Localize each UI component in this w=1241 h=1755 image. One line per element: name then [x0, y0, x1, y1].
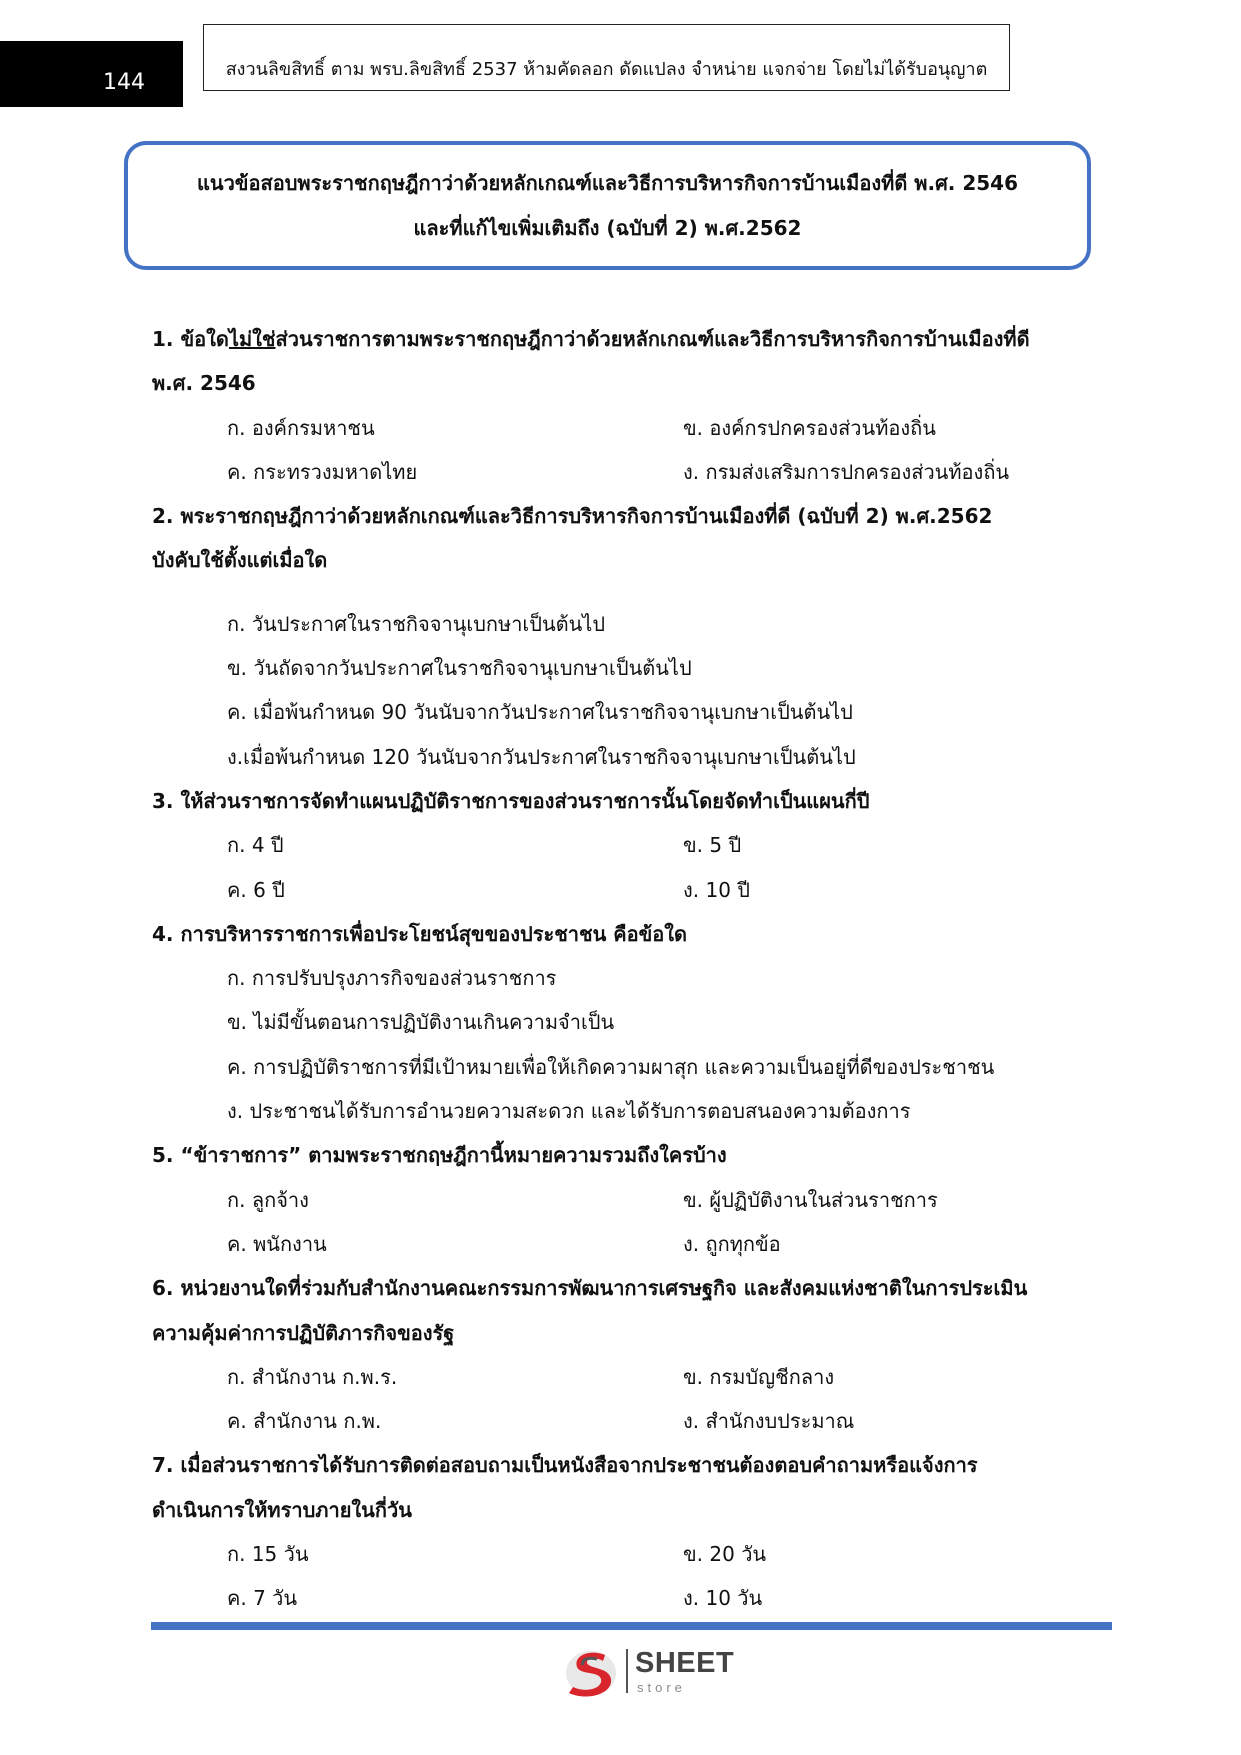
page-number: 144 [0, 41, 183, 107]
question-1-option-d: ง. กรมส่งเสริมการปกครองส่วนท้องถิ่น [683, 459, 1010, 484]
question-1-line-2: พ.ศ. 2546 [152, 371, 256, 396]
question-5-option-c: ค. พนักงาน [227, 1231, 327, 1256]
question-7-option-b: ข. 20 วัน [683, 1542, 767, 1567]
question-3-option-d: ง. 10 ปี [683, 877, 750, 902]
question-7-line-1: 7. เมื่อส่วนราชการได้รับการติดต่อสอบถามเป็นหนังสือจากประชาชนต้องตอบคำถามหรือแจ้งการ [152, 1453, 978, 1478]
question-3-options-row-1 [0, 823, 1241, 867]
logo-divider [626, 1649, 628, 1693]
question-2-option-d-row [0, 735, 1241, 779]
question-4-line-1: 4. การบริหารราชการเพื่อประโยชน์สุขของประชาชน คือข้อใด [152, 921, 688, 946]
question-1-emphasis: ไม่ใช่ [228, 327, 276, 351]
question-6-line-2: ความคุ้มค่าการปฏิบัติภารกิจของรัฐ [152, 1320, 455, 1345]
logo-wordmark: SHEET [635, 1647, 735, 1679]
document-title-line-1: แนวข้อสอบพระราชกฤษฎีกาว่าด้วยหลักเกณฑ์และวิธีการบริหารกิจการบ้านเมืองที่ดี พ.ศ. 2546 [197, 170, 1018, 195]
question-3-line-1: 3. ให้ส่วนราชการจัดทำแผนปฏิบัติราชการของส่วนราชการนั้นโดยจัดทำเป็นแผนกี่ปี [152, 788, 870, 813]
question-6-options-row-1 [0, 1355, 1241, 1399]
question-4-option-a: ก. การปรับปรุงภารกิจของส่วนราชการ [227, 966, 557, 991]
question-7-option-d: ง. 10 วัน [683, 1586, 763, 1611]
question-5-option-a: ก. ลูกจ้าง [227, 1187, 309, 1212]
question-2-option-b: ข. วันถัดจากวันประกาศในราชกิจจานุเบกษาเป็นต้นไป [227, 656, 692, 681]
question-2-line-2: บังคับใช้ตั้งแต่เมื่อใด [152, 548, 328, 573]
question-2-option-a-row [0, 602, 1241, 646]
question-7-options-row-1 [0, 1532, 1241, 1576]
question-2-option-d: ง.เมื่อพ้นกำหนด 120 วันนับจากวันประกาศในราชกิจจานุเบกษาเป็นต้นไป [227, 744, 856, 769]
question-3-option-b: ข. 5 ปี [683, 833, 742, 858]
question-2-option-a: ก. วันประกาศในราชกิจจานุเบกษาเป็นต้นไป [227, 611, 606, 636]
spacer [0, 583, 1241, 602]
question-7-options-row-2 [0, 1576, 1241, 1620]
question-6-options-row-2 [0, 1399, 1241, 1443]
document-title-line-2: และที่แก้ไขเพิ่มเติมถึง (ฉบับที่ 2) พ.ศ.2562 [413, 215, 802, 240]
question-5-options-row-2 [0, 1222, 1241, 1266]
document-title-box [124, 141, 1091, 270]
question-7-line-2: ดำเนินการให้ทราบภายในกี่วัน [152, 1497, 412, 1522]
question-2-line-1: 2. พระราชกฤษฎีกาว่าด้วยหลักเกณฑ์และวิธีการบริหารกิจการบ้านเมืองที่ดี (ฉบับที่ 2) พ.ศ.2562 [152, 504, 993, 529]
question-4-option-d: ง. ประชาชนได้รับการอำนวยความสะดวก และได้รับการตอบสนองความต้องการ [227, 1099, 911, 1124]
copyright-notice: สงวนลิขสิทธิ์ ตาม พรบ.ลิขสิทธิ์ 2537 ห้ามคัดลอก ดัดแปลง จำหน่าย แจกจ่าย โดยไม่ได้รับอนุญาต [203, 24, 1010, 91]
question-6-option-c: ค. สำนักงาน ก.พ. [227, 1409, 382, 1434]
question-3-option-c: ค. 6 ปี [227, 877, 285, 902]
question-3-options-row-2 [0, 868, 1241, 912]
sheet-store-logo [565, 1645, 740, 1699]
question-5-option-b: ข. ผู้ปฏิบัติงานในส่วนราชการ [683, 1187, 938, 1212]
logo-subtitle: store [637, 1680, 686, 1695]
question-4-option-b: ข. ไม่มีขั้นตอนการปฏิบัติงานเกินความจำเป็น [227, 1010, 615, 1035]
question-5-option-d: ง. ถูกทุกข้อ [683, 1231, 781, 1256]
question-7-option-a: ก. 15 วัน [227, 1542, 309, 1567]
question-4-option-a-row [0, 956, 1241, 1000]
question-6-line-1: 6. หน่วยงานใดที่ร่วมกับสำนักงานคณะกรรมการพัฒนาการเศรษฐกิจ และสังคมแห่งชาติในการประเมิน [152, 1276, 1028, 1301]
question-3-option-a: ก. 4 ปี [227, 833, 284, 858]
question-1-option-c: ค. กระทรวงมหาดไทย [227, 459, 418, 484]
sheet-logo-icon [565, 1645, 621, 1699]
question-6-option-a: ก. สำนักงาน ก.พ.ร. [227, 1364, 398, 1389]
question-1-option-a: ก. องค์กรมหาชน [227, 415, 375, 440]
question-1-prefix: 1. ข้อใด [152, 327, 229, 351]
question-1-suffix: ส่วนราชการตามพระราชกฤษฎีกาว่าด้วยหลักเกณฑ์และวิธีการบริหารกิจการบ้านเมืองที่ดี [275, 327, 1030, 351]
question-4-option-c: ค. การปฏิบัติราชการที่มีเป้าหมายเพื่อให้เกิดความผาสุก และความเป็นอยู่ที่ดีของประชาชน [227, 1054, 995, 1079]
question-6-option-d: ง. สำนักงบประมาณ [683, 1409, 855, 1434]
question-5-options-row-1 [0, 1178, 1241, 1222]
question-1-line-1 [0, 317, 1241, 361]
question-1-option-b: ข. องค์กรปกครองส่วนท้องถิ่น [683, 415, 936, 440]
question-5-line-1: 5. “ข้าราชการ” ตามพระราชกฤษฎีกานี้หมายความรวมถึงใครบ้าง [152, 1143, 727, 1168]
question-4-option-c-row [0, 1045, 1241, 1089]
question-1-options-row-2 [0, 450, 1241, 494]
question-2-option-c-row [0, 690, 1241, 734]
question-2-option-b-row [0, 646, 1241, 690]
question-1-options-row-1 [0, 406, 1241, 450]
question-4-option-d-row [0, 1089, 1241, 1133]
question-2-option-c: ค. เมื่อพ้นกำหนด 90 วันนับจากวันประกาศในราชกิจจานุเบกษาเป็นต้นไป [227, 700, 853, 725]
question-list [0, 317, 1241, 1621]
question-4-option-b-row [0, 1000, 1241, 1044]
footer-divider [151, 1622, 1112, 1630]
question-7-option-c: ค. 7 วัน [227, 1586, 298, 1611]
question-6-option-b: ข. กรมบัญชีกลาง [683, 1364, 835, 1389]
